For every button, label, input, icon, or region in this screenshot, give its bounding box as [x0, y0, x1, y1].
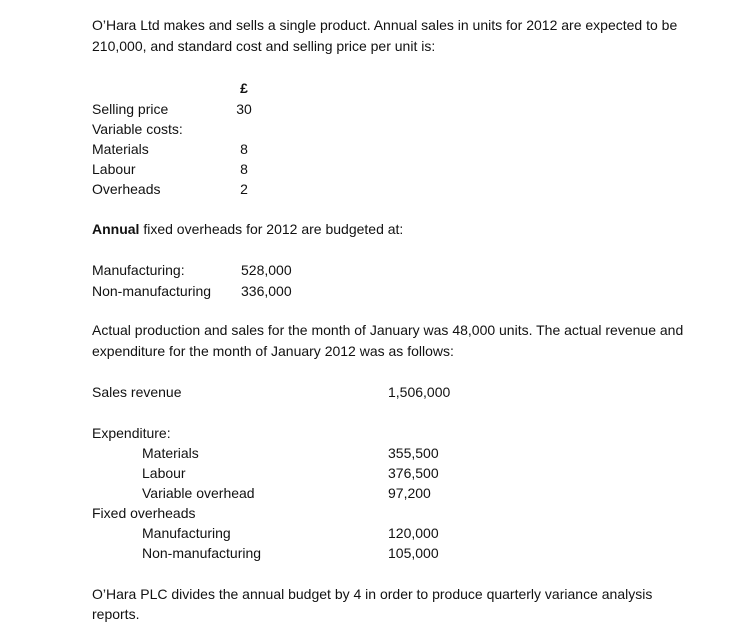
expenditure-item-value: 97,200	[388, 485, 431, 501]
sales-revenue-value: 1,506,000	[388, 384, 451, 400]
unit-row-label: Materials	[92, 141, 149, 157]
fixed-heading-bold: Annual	[92, 221, 140, 237]
closing-line-1: O’Hara PLC divides the annual budget by 4 in order to produce quarterly variance analysis	[92, 586, 653, 602]
fixed-budget-label: Non-manufacturing	[92, 283, 212, 299]
fixed-overheads-subheading: Fixed overheads	[92, 505, 196, 521]
expenditure-item-label: Labour	[142, 465, 186, 481]
unit-row-value: 8	[240, 141, 248, 157]
fixed-heading-rest: fixed overheads for 2012 are budgeted at:	[139, 221, 404, 237]
expenditure-heading: Expenditure:	[92, 425, 171, 441]
fixed-item-value: 120,000	[388, 525, 439, 541]
unit-row-label: Selling price	[92, 101, 169, 117]
actual-intro-line-2: expenditure for the month of January 2012 was as follows:	[92, 343, 454, 359]
unit-row-label: Overheads	[92, 181, 161, 197]
actual-intro-line-1: Actual production and sales for the month of January was 48,000 units. The actual revenue and	[92, 322, 684, 338]
unit-row-value: 30	[236, 101, 252, 117]
sales-revenue-label: Sales revenue	[92, 384, 182, 400]
unit-row-value: 2	[240, 181, 248, 197]
unit-row-value: 8	[240, 161, 248, 177]
fixed-item-label: Manufacturing	[142, 525, 231, 541]
fixed-item-value: 105,000	[388, 545, 439, 561]
expenditure-item-label: Variable overhead	[142, 485, 255, 501]
expenditure-item-value: 355,500	[388, 445, 439, 461]
fixed-overheads-heading	[92, 219, 403, 239]
fixed-budget-value: 528,000	[241, 262, 292, 278]
intro-line-1: O’Hara Ltd makes and sells a single product. Annual sales in units for 2012 are expected to be	[92, 17, 678, 33]
fixed-budget-value: 336,000	[241, 283, 292, 299]
fixed-item-label: Non-manufacturing	[142, 545, 262, 561]
fixed-budget-label: Manufacturing:	[92, 262, 185, 278]
currency-header: £	[240, 80, 248, 96]
expenditure-item-label: Materials	[142, 445, 199, 461]
expenditure-item-value: 376,500	[388, 465, 439, 481]
intro-line-2: 210,000, and standard cost and selling price per unit is:	[92, 38, 436, 54]
unit-row-label: Labour	[92, 161, 136, 177]
unit-row-label: Variable costs:	[92, 121, 183, 137]
closing-line-2: reports.	[92, 606, 140, 622]
